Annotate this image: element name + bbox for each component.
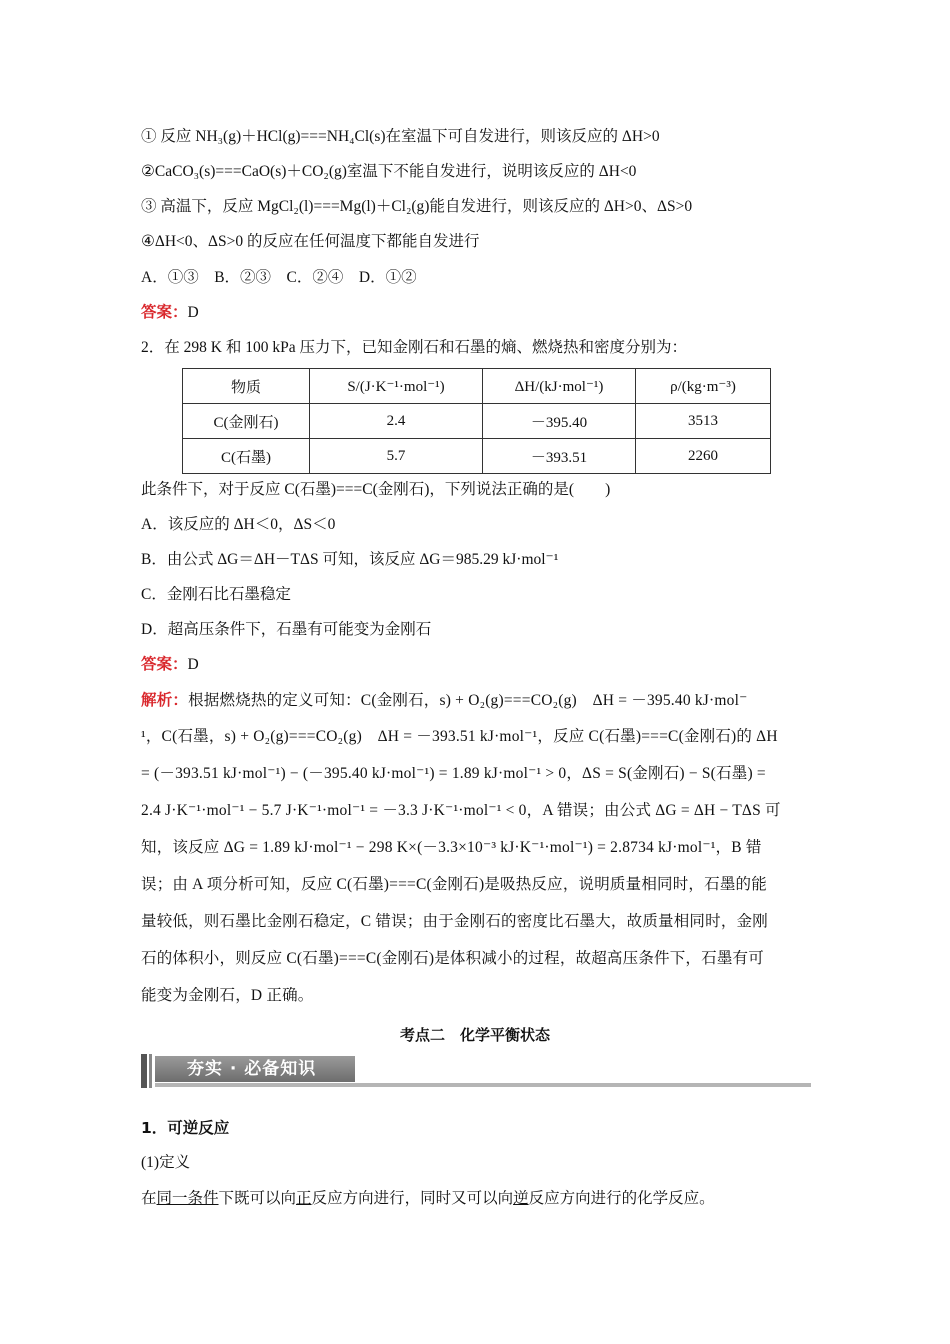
q1-answer bbox=[141, 302, 811, 324]
q1-options: A．①③ B．②③ C．②④ D．①② bbox=[141, 269, 417, 286]
answer-label: 答案： bbox=[141, 656, 188, 673]
table-header-row bbox=[183, 369, 771, 404]
table-cell: C(金刚石) bbox=[183, 404, 310, 439]
table-cell: －395.40 bbox=[483, 404, 636, 439]
q1-item-2: ②CaCO₃(s)===CaO(s)＋CO₂(g)室温下不能自发进行，说明该反应的 ΔH<0 bbox=[141, 163, 637, 180]
analysis-line: 误；由 A 项分析可知，反应 C(石墨)===C(金刚石)是吸热反应，说明质量相同时，石墨的能 bbox=[141, 876, 767, 893]
answer-label: 答案： bbox=[141, 304, 188, 321]
definition-part: 在 bbox=[141, 1190, 157, 1207]
table-row bbox=[183, 404, 771, 439]
table-cell: C(石墨) bbox=[183, 439, 310, 474]
q2-option-b: B．由公式 ΔG＝ΔH－TΔS 可知，该反应 ΔG＝985.29 kJ·mol⁻¹ bbox=[141, 551, 559, 568]
banner-label: 夯实 · 必备知识 bbox=[155, 1056, 355, 1082]
definition-part: 反应方向进行，同时又可以向 bbox=[311, 1190, 514, 1207]
definition-part: 反应方向进行的化学反应。 bbox=[528, 1190, 715, 1207]
q2-question: 此条件下，对于反应 C(石墨)===C(金刚石)，下列说法正确的是( ) bbox=[141, 481, 611, 498]
definition-underlined: 同一条件 bbox=[156, 1190, 219, 1207]
table-cell: 3513 bbox=[636, 404, 771, 439]
analysis-text: 根据燃烧热的定义可知：C(金刚石，s) + O₂(g)===CO₂(g) ΔH = －395.40 kJ·mol⁻ bbox=[188, 692, 748, 709]
table-header-cell: 物质 bbox=[183, 369, 310, 404]
banner-bar bbox=[141, 1054, 147, 1088]
banner-rule bbox=[155, 1083, 811, 1087]
heading-reversible-reaction: 1．可逆反应 bbox=[141, 1119, 230, 1137]
answer-value: D bbox=[187, 304, 199, 321]
table-cell: 2.4 bbox=[310, 404, 483, 439]
table-cell: 2260 bbox=[636, 439, 771, 474]
analysis-line: ¹，C(石墨，s) + O₂(g)===CO₂(g) ΔH = －393.51 kJ·mol⁻¹，反应 C(石墨)===C(金刚石)的 ΔH bbox=[141, 728, 778, 745]
section-title: 考点二 化学平衡状态 bbox=[399, 1026, 550, 1044]
definition-part: 下既可以向 bbox=[218, 1190, 297, 1207]
q1-item-1: ① 反应 NH₃(g)＋HCl(g)===NH₄Cl(s)在室温下可自发进行，则该反应的 ΔH>0 bbox=[141, 128, 660, 145]
table-header-cell: S/(J·K⁻¹·mol⁻¹) bbox=[310, 369, 483, 404]
q2-stem: 2．在 298 K 和 100 kPa 压力下，已知金刚石和石墨的熵、燃烧热和密度分别为： bbox=[141, 339, 687, 356]
q1-item-4: ④ΔH<0、ΔS>0 的反应在任何温度下都能自发进行 bbox=[141, 233, 480, 250]
q2-option-c: C．金刚石比石墨稳定 bbox=[141, 586, 291, 603]
analysis-line: 石的体积小，则反应 C(石墨)===C(金刚石)是体积减小的过程，故超高压条件下，石墨有可 bbox=[141, 950, 764, 967]
answer-value: D bbox=[187, 656, 199, 673]
q2-option-d: D．超高压条件下，石墨有可能变为金刚石 bbox=[141, 621, 432, 638]
q2-answer bbox=[141, 654, 811, 676]
table-row bbox=[183, 439, 771, 474]
section-banner bbox=[141, 1054, 811, 1088]
data-table bbox=[182, 368, 771, 474]
heading-definition: (1)定义 bbox=[141, 1154, 191, 1171]
table-header-cell: ΔH/(kJ·mol⁻¹) bbox=[483, 369, 636, 404]
q2-option-a: A．该反应的 ΔH＜0，ΔS＜0 bbox=[141, 516, 336, 533]
table-cell: －393.51 bbox=[483, 439, 636, 474]
analysis-line: 知，该反应 ΔG = 1.89 kJ·mol⁻¹ − 298 K×(－3.3×10⁻³ kJ·K⁻¹·mol⁻¹) = 2.8734 kJ·mol⁻¹，B 错 bbox=[141, 839, 762, 856]
analysis-line: = (－393.51 kJ·mol⁻¹) − (－395.40 kJ·mol⁻¹) = 1.89 kJ·mol⁻¹ > 0，ΔS = S(金刚石) − S(石墨) = bbox=[141, 765, 766, 782]
definition-underlined: 逆 bbox=[513, 1190, 529, 1207]
analysis-line: 能变为金刚石，D 正确。 bbox=[141, 987, 314, 1004]
definition-underlined: 正 bbox=[296, 1190, 312, 1207]
table-cell: 5.7 bbox=[310, 439, 483, 474]
analysis-line: 2.4 J·K⁻¹·mol⁻¹ − 5.7 J·K⁻¹·mol⁻¹ = －3.3 J·K⁻¹·mol⁻¹ < 0，A 错误；由公式 ΔG = ΔH − TΔS 可 bbox=[141, 802, 781, 819]
analysis-line: 量较低，则石墨比金刚石稳定，C 错误；由于金刚石的密度比石墨大，故质量相同时，金刚 bbox=[141, 913, 768, 930]
definition-text bbox=[141, 1188, 811, 1210]
q1-item-3: ③ 高温下，反应 MgCl₂(l)===Mg(l)＋Cl₂(g)能自发进行，则该反应的 ΔH>0、ΔS>0 bbox=[141, 198, 693, 215]
analysis-line bbox=[141, 690, 811, 712]
table-header-cell: ρ/(kg·m⁻³) bbox=[636, 369, 771, 404]
analysis-label: 解析： bbox=[141, 692, 189, 709]
banner-bar bbox=[149, 1054, 152, 1088]
